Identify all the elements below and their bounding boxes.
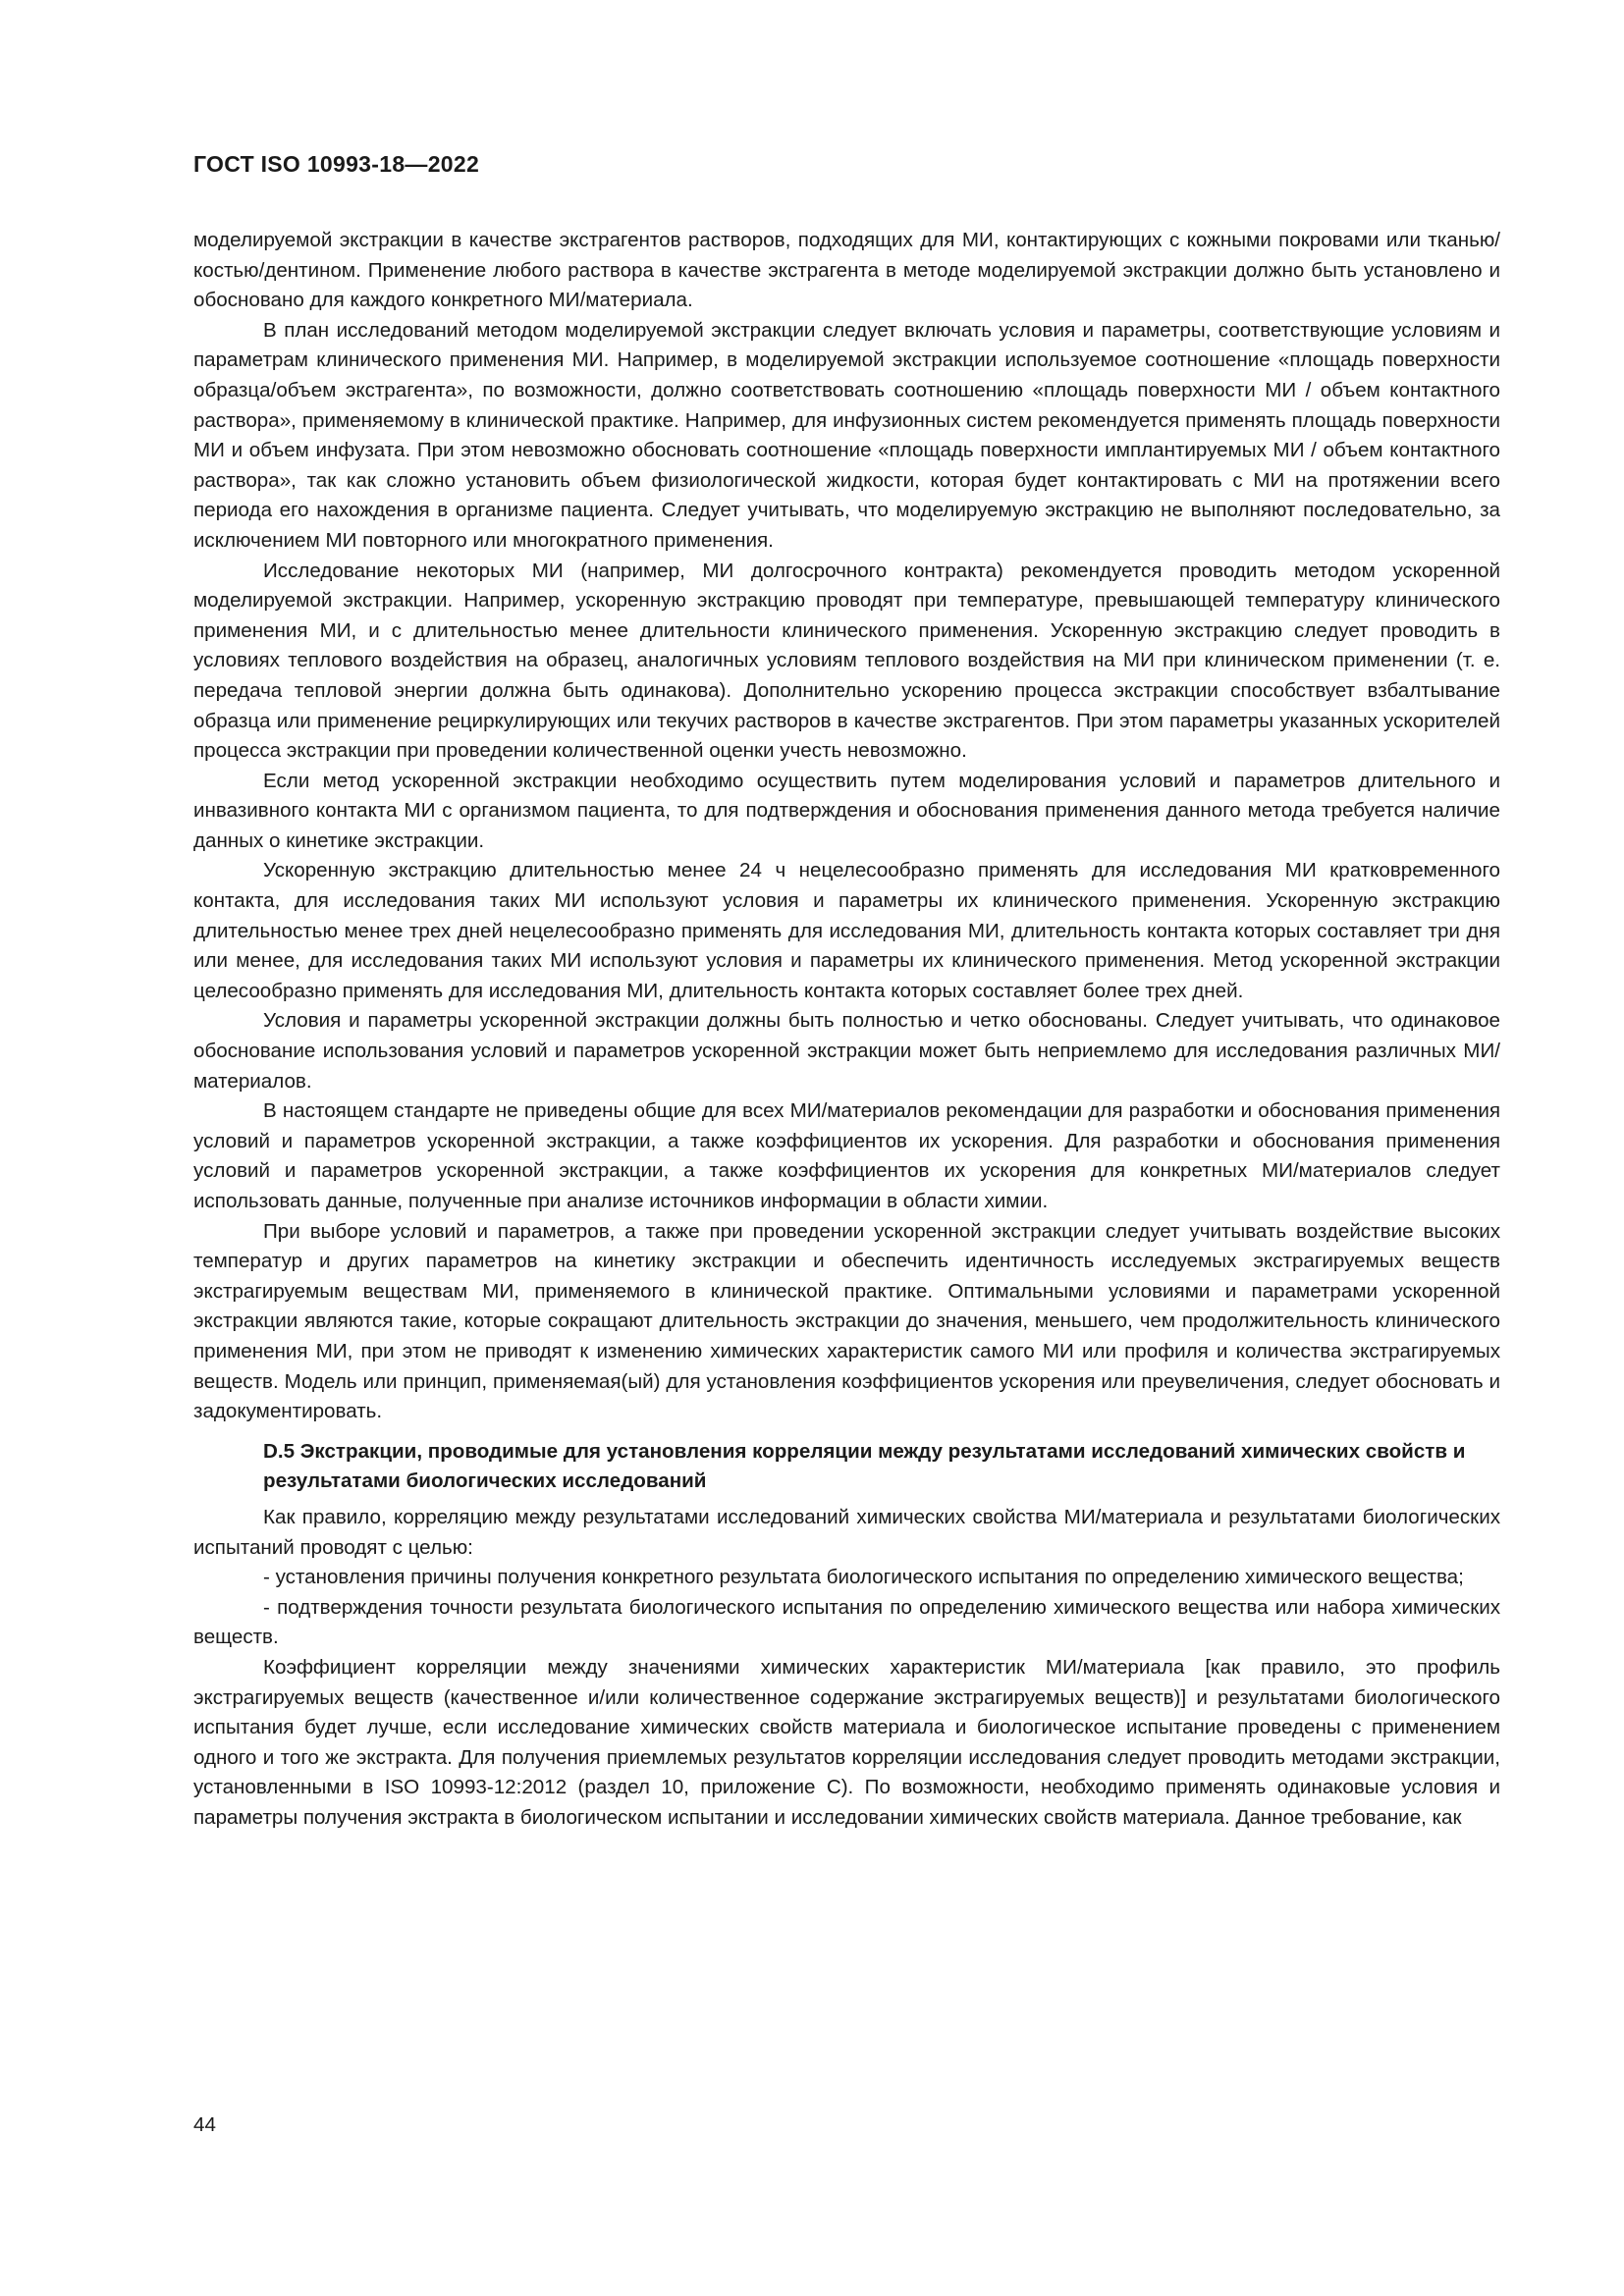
list-item: - подтверждения точности результата биологического испытания по определению химического вещества или набора химических веществ. <box>193 1595 1500 1649</box>
paragraph: Ускоренную экстракцию длительностью менее 24 ч нецелесообразно применять для исследования МИ кратковременного контакта, для исследования таких МИ используют условия и параметры их клинического применения. Ускоренную экстракцию длительностью менее трех дней нецелесообразно применять для исследования МИ, длительность контакта которых составляет три дня или менее, для исследования таких МИ используют условия и параметры их клинического применения. Метод ускоренной экстракции целесообразно применять для исследования МИ, длительность контакта которых составляет более трех дней. <box>193 859 1500 1002</box>
paragraph: В план исследований методом моделируемой экстракции следует включать условия и параметры, соответствующие условиям и параметрам клинического применения МИ. Например, в моделируемой экстракции используемое соотношение «площадь поверхности образца/объем экстрагента», по возможности, должно соответствовать соотношению «площадь поверхности МИ / объем контактного раствора», применяемому в клинической практике. Например, для инфузионных систем рекомендуется применять площадь поверхности МИ и объем инфузата. При этом невозможно обосновать соотношение «площадь поверхности имплантируемых МИ / объем контактного раствора», так как сложно установить объем физиологической жидкости, которая будет контактировать с МИ на протяжении всего периода его нахождения в организме пациента. Следует учитывать, что моделируемую экстракцию не выполняют последовательно, за исключением МИ повторного или многократного применения. <box>193 318 1500 552</box>
paragraph: При выборе условий и параметров, а также при проведении ускоренной экстракции следует учитывать воздействие высоких температур и других параметров на кинетику экстракции и обеспечить идентичность исследуемых экстрагируемых веществ экстрагируемым веществам МИ, применяемого в клинической практике. Оптимальными условиями и параметрами ускоренной экстракции являются такие, которые сокращают длительность экстракции до значения, меньшего, чем продолжительность клинического применения МИ, при этом не приводят к изменению химических характеристик самого МИ или профиля и количества экстрагируемых веществ. Модель или принцип, применяемая(ый) для установления коэффициентов ускорения или преувеличения, следует обосновать и задокументировать. <box>193 1219 1500 1423</box>
section-heading: D.5 Экстракции, проводимые для установления корреляции между результатами исследований химических свойств и результатами биологических исследований <box>263 1439 1466 1493</box>
document-body <box>193 226 1500 1833</box>
paragraph: В настоящем стандарте не приведены общие для всех МИ/материалов рекомендации для разработки и обоснования применения условий и параметров ускоренной экстракции, а также коэффициентов их ускорения. Для разработки и обоснования применения условий и параметров ускоренной экстракции, а также коэффициентов их ускорения для конкретных МИ/материалов следует использовать данные, полученные при анализе источников информации в области химии. <box>193 1099 1500 1212</box>
paragraph: Условия и параметры ускоренной экстракции должны быть полностью и четко обоснованы. Следует учитывать, что одинаковое обоснование использования условий и параметров ускоренной экстракции может быть неприемлемо для исследования различных МИ/материалов. <box>193 1009 1500 1093</box>
paragraph: моделируемой экстракции в качестве экстрагентов растворов, подходящих для МИ, контактирующих с кожными покровами или тканью/костью/дентином. Применение любого раствора в качестве экстрагента в методе моделируемой экстракции должно быть установлено и обосновано для каждого конкретного МИ/материала. <box>193 229 1500 312</box>
document-header: ГОСТ ISO 10993-18—2022 <box>193 151 480 177</box>
paragraph: Если метод ускоренной экстракции необходимо осуществить путем моделирования условий и параметров длительного и инвазивного контакта МИ с организмом пациента, то для подтверждения и обоснования применения данного метода требуется наличие данных о кинетике экстракции. <box>193 769 1500 852</box>
page-number: 44 <box>193 2113 216 2136</box>
paragraph: Исследование некоторых МИ (например, МИ долгосрочного контракта) рекомендуется проводить методом ускоренной моделируемой экстракции. Например, ускоренную экстракцию проводят при температуре, превышающей температуру клинического применения МИ, и с длительностью менее длительности клинического применения. Ускоренную экстракцию следует проводить в условиях теплового воздействия на образец, аналогичных условиям теплового воздействия на МИ при клиническом применении (т. е. передача тепловой энергии должна быть одинакова). Дополнительно ускорению процесса экстракции способствует взбалтывание образца или применение рециркулирующих или текучих растворов в качестве экстрагентов. При этом параметры указанных ускорителей процесса экстракции при проведении количественной оценки учесть невозможно. <box>193 559 1500 763</box>
paragraph: Как правило, корреляцию между результатами исследований химических свойства МИ/материала и результатами биологических испытаний проводят с целью: <box>193 1505 1500 1559</box>
paragraph: Коэффициент корреляции между значениями химических характеристик МИ/материала [как правило, это профиль экстрагируемых веществ (качественное и/или количественное содержание экстрагируемых веществ)] и результатами биологического испытания будет лучше, если исследование химических свойств материала и биологическое испытание проведены с применением одного и того же экстракта. Для получения приемлемых результатов корреляции исследования следует проводить методами экстракции, установленными в ISO 10993-12:2012 (раздел 10, приложение С). По возможности, необходимо применять одинаковые условия и параметры получения экстракта в биологическом испытании и исследовании химических свойств материала. Данное требование, как <box>193 1655 1500 1829</box>
list-item: - установления причины получения конкретного результата биологического испытания по определению химического вещества; <box>263 1566 1464 1589</box>
